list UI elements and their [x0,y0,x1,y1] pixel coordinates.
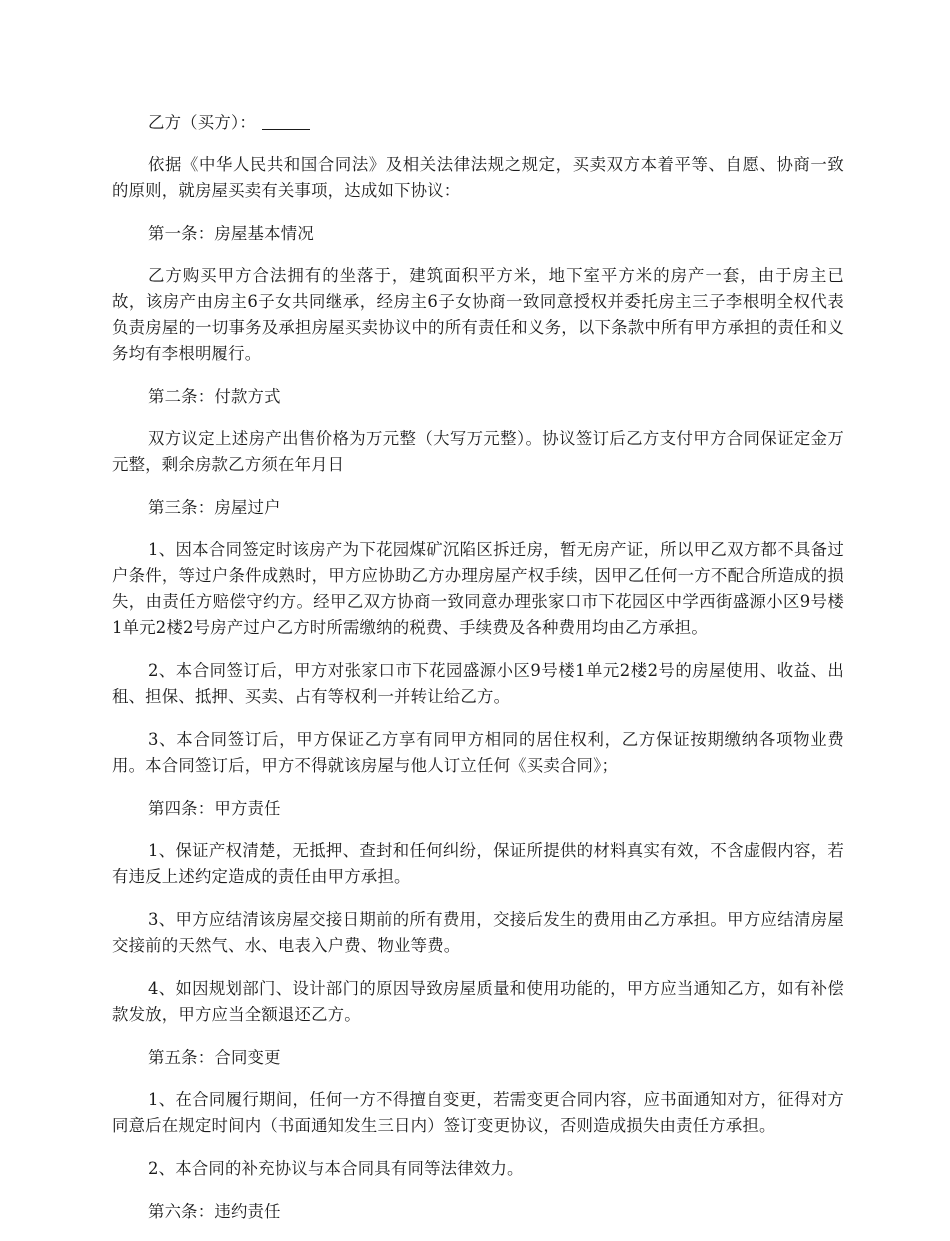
article-4-clause-3: 3、甲方应结清该房屋交接日期前的所有费用，交接后发生的费用由乙方承担。甲方应结清房屋交接前的天然气、水、电表入户费、物业等费。 [112,910,844,955]
buyer-label: 乙方（买方）： [148,113,256,132]
article-3-clause-2: 2、本合同签订后，甲方对张家口市下花园盛源小区9号楼1单元2楼2号的房屋使用、收益、出租、担保、抵押、买卖、占有等权利一并转让给乙方。 [112,661,844,706]
article-3-clause-1: 1、因本合同签定时该房产为下花园煤矿沉陷区拆迁房，暂无房产证，所以甲乙双方都不具备过户条件，等过户条件成熟时，甲方应协助乙方办理房屋产权手续，因甲乙任何一方不配合所造成的损失，由责任方赔偿守约方。经甲乙双方协商一致同意办理张家口市下花园区中学西街盛源小区9号楼1单元2楼2号房产过户乙方时所需缴纳的税费、手续费及各种费用均由乙方承担。 [112,540,844,637]
article-5-title: 第五条：合同变更 [148,1048,281,1067]
article-6-title: 第六条：违约责任 [148,1202,281,1221]
article-1-body: 乙方购买甲方合法拥有的坐落于，建筑面积平方米，地下室平方米的房产一套，由于房主已故，该房产由房主6子女共同继承，经房主6子女协商一致同意授权并委托房主三子李根明全权代表负责房屋的一切事务及承担房屋买卖协议中的所有责任和义务，以下条款中所有甲方承担的责任和义务均有李根明履行。 [112,266,844,363]
article-5-clause-2: 2、本合同的补充协议与本合同具有同等法律效力。 [148,1159,524,1178]
article-1-title: 第一条：房屋基本情况 [148,224,314,243]
article-3-clause-3: 3、本合同签订后，甲方保证乙方享有同甲方相同的居住权利，乙方保证按期缴纳各项物业费用。本合同签订后，甲方不得就该房屋与他人订立任何《买卖合同》； [112,730,844,775]
article-2-body: 双方议定上述房产出售价格为万元整（大写万元整）。协议签订后乙方支付甲方合同保证定金万元整，剩余房款乙方须在年月日 [112,429,844,474]
article-2-title: 第二条：付款方式 [148,387,281,406]
article-4-clause-4: 4、如因规划部门、设计部门的原因导致房屋质量和使用功能的，甲方应当通知乙方，如有补偿款发放，甲方应当全额退还乙方。 [112,979,844,1024]
article-5-clause-1: 1、在合同履行期间，任何一方不得擅自变更，若需变更合同内容，应书面通知对方，征得对方同意后在规定时间内（书面通知发生三日内）签订变更协议，否则造成损失由责任方承担。 [112,1090,844,1135]
buyer-blank-field [262,111,310,130]
intro-paragraph: 依据《中华人民共和国合同法》及相关法律法规之规定，买卖双方本着平等、自愿、协商一致的原则，就房屋买卖有关事项，达成如下协议： [112,155,844,200]
article-4-clause-1: 1、保证产权清楚，无抵押、查封和任何纠纷，保证所提供的材料真实有效，不含虚假内容，若有违反上述约定造成的责任由甲方承担。 [112,841,844,886]
buyer-line [112,110,844,136]
article-4-title: 第四条：甲方责任 [148,799,281,818]
article-3-title: 第三条：房屋过户 [148,498,281,517]
contract-page [112,110,844,1241]
